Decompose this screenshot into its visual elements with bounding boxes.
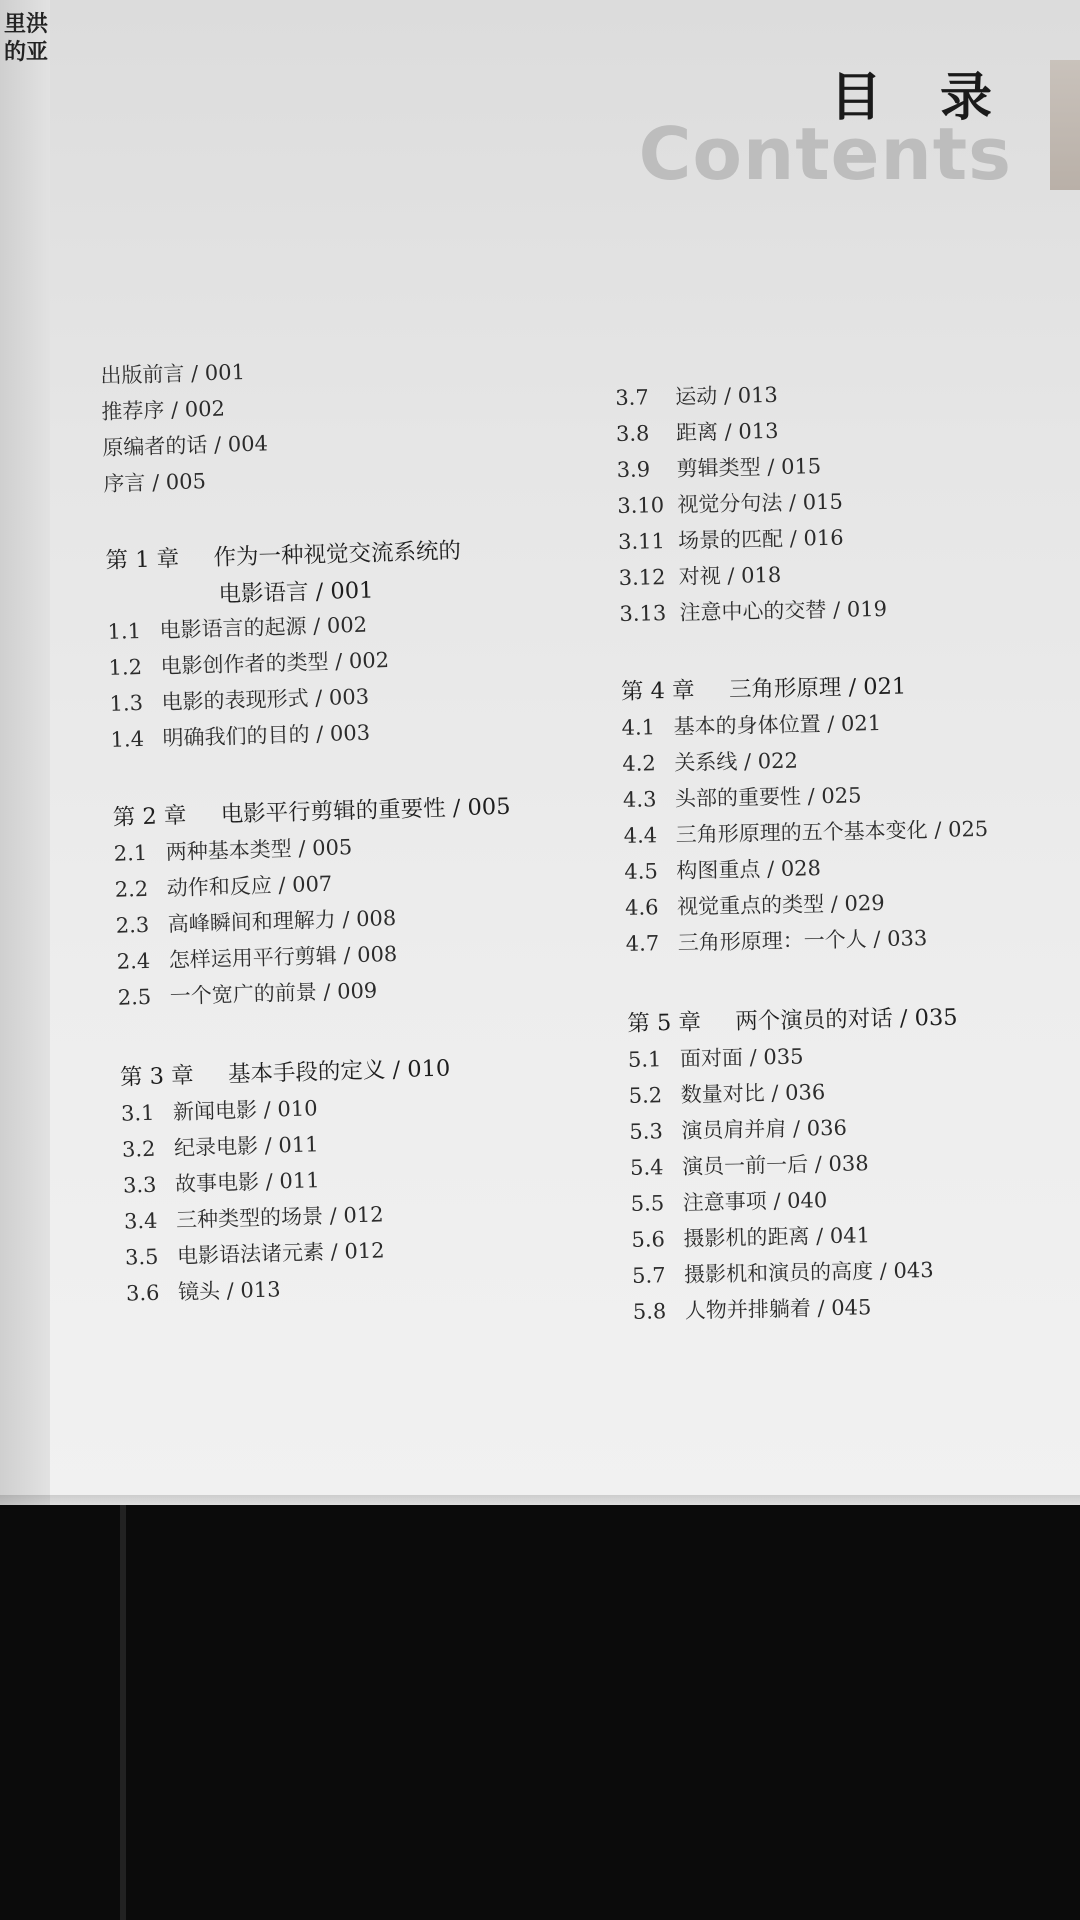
toc-entry: 出版前言 / 001: [100, 359, 246, 388]
section-text: 明确我们的目的 / 003: [162, 720, 371, 751]
section-text: 一个宽广的前景 / 009: [169, 978, 378, 1009]
section-text: 故事电影 / 011: [174, 1168, 320, 1197]
section-number: 4.1: [621, 715, 656, 740]
toc-entry: 推荐序 / 002: [101, 396, 226, 424]
toc-section: [618, 559, 781, 592]
toc-section: [108, 644, 389, 682]
section-number: 2.2: [114, 876, 149, 902]
section-number: 5.1: [627, 1047, 662, 1072]
section-number: 3.13: [619, 601, 667, 626]
section-text: 基本的身体位置 / 021: [673, 710, 882, 739]
section-text: 距离 / 013: [675, 418, 779, 445]
chapter-title: 作为一种视觉交流系统的: [213, 538, 462, 571]
chapter-heading: [621, 668, 907, 705]
section-text: 场景的匹配 / 016: [677, 525, 844, 553]
toc-section: [121, 1092, 318, 1127]
section-number: 4.2: [622, 751, 656, 776]
section-number: 5.8: [632, 1299, 667, 1324]
section-text: 三角形原理：一个人 / 033: [677, 926, 928, 955]
section-number: 3.9: [616, 457, 651, 482]
toc-section: [109, 681, 369, 718]
section-number: 4.6: [624, 895, 659, 920]
toc-entry: 序言 / 005: [103, 469, 207, 496]
section-text: 三角形原理的五个基本变化 / 025: [675, 816, 989, 847]
chapter-title: 两个演员的对话 / 035: [735, 1004, 958, 1035]
section-number: 5.4: [629, 1155, 664, 1180]
section-number: 3.4: [123, 1208, 158, 1234]
section-text: 视觉重点的类型 / 029: [676, 890, 885, 919]
toc-section: [122, 1128, 319, 1163]
section-number: 2.3: [115, 912, 150, 938]
chapter-title: 基本手段的定义 / 010: [227, 1055, 451, 1088]
section-number: 4.4: [623, 823, 658, 848]
section-number: 3.6: [125, 1280, 160, 1306]
section-number: 1.2: [108, 654, 143, 680]
section-number: 3.10: [617, 493, 665, 518]
section-number: 1.1: [107, 618, 142, 644]
section-number: 2.1: [113, 840, 148, 866]
toc-section: [628, 1076, 825, 1110]
fragment-line: 里洪: [4, 11, 49, 37]
toc-section: [617, 486, 843, 520]
section-text: 数量对比 / 036: [680, 1080, 826, 1107]
toc-section: [625, 887, 885, 922]
toc-section: [623, 779, 862, 814]
toc-section: [616, 450, 821, 484]
chapter-title: 电影平行剪辑的重要性 / 005: [220, 793, 511, 828]
chapter-number: 第 3 章: [119, 1062, 195, 1091]
section-number: 2.5: [117, 984, 152, 1010]
section-text: 面对面 / 035: [679, 1044, 804, 1071]
page-title-english: Contents: [638, 112, 1012, 196]
toc-section: [629, 1112, 847, 1146]
toc-section: [107, 609, 367, 646]
toc-section: [615, 379, 778, 412]
chapter-number: 第 1 章: [105, 545, 180, 574]
section-text: 视觉分句法 / 015: [677, 489, 844, 517]
chapter-number: 第 5 章: [627, 1009, 702, 1037]
chapter-number: 第 2 章: [112, 802, 187, 831]
toc-section: [630, 1147, 869, 1182]
section-text: 关系线 / 022: [674, 748, 799, 775]
chapter-heading: [112, 789, 511, 832]
toc-section: [633, 1291, 872, 1326]
toc-section: [113, 831, 352, 868]
section-text: 人物并排躺着 / 045: [684, 1295, 872, 1323]
section-number: 5.3: [629, 1119, 664, 1144]
toc-section: [125, 1234, 385, 1271]
chapter-title: 三角形原理 / 021: [728, 673, 907, 703]
toc-section: [631, 1219, 870, 1254]
toc-section: [110, 717, 370, 754]
page-shadow: [0, 1495, 1080, 1515]
section-number: 3.8: [615, 421, 650, 446]
section-text: 摄影机和演员的高度 / 043: [683, 1258, 934, 1287]
previous-page-edge: [0, 0, 50, 1505]
section-number: 4.7: [625, 931, 660, 956]
toc-section: [126, 1273, 281, 1307]
section-text: 摄影机的距离 / 041: [683, 1223, 871, 1251]
section-number: 3.2: [121, 1136, 156, 1162]
toc-section: [124, 1198, 384, 1235]
toc-section: [117, 975, 377, 1012]
toc-section: [114, 868, 332, 904]
section-text: 电影语法诸元素 / 012: [176, 1238, 385, 1269]
section-text: 纪录电影 / 011: [173, 1132, 319, 1161]
background-edge: [120, 1505, 126, 1920]
toc-section: [616, 415, 779, 448]
section-text: 动作和反应 / 007: [166, 871, 333, 901]
toc-section: [625, 922, 927, 958]
section-text: 注意中心的交替 / 019: [679, 596, 888, 625]
section-number: 3.1: [120, 1100, 155, 1126]
section-number: 3.3: [122, 1172, 157, 1198]
previous-page-fragment: [4, 10, 48, 66]
toc-section: [618, 522, 844, 556]
section-text: 剪辑类型 / 015: [676, 454, 822, 481]
section-text: 两种基本类型 / 005: [165, 835, 353, 865]
section-number: 5.7: [631, 1263, 666, 1288]
chapter-heading: [627, 1000, 958, 1038]
section-text: 运动 / 013: [675, 382, 779, 409]
section-number: 2.4: [116, 948, 151, 974]
chapter-title-continued: 电影语言 / 001: [218, 577, 374, 608]
section-number: 3.5: [124, 1244, 159, 1270]
section-number: 5.2: [628, 1083, 663, 1108]
section-number: 5.6: [631, 1227, 666, 1252]
section-text: 电影语言的起源 / 002: [159, 612, 368, 643]
fragment-line: 的亚: [4, 39, 49, 65]
toc-section: [632, 1254, 934, 1290]
section-number: 3.12: [618, 565, 666, 590]
section-text: 电影创作者的类型 / 002: [160, 648, 390, 679]
page-edge-tab: [1050, 60, 1080, 190]
section-text: 三种类型的场景 / 012: [175, 1202, 384, 1233]
section-number: 4.3: [622, 787, 657, 812]
section-text: 演员一前一后 / 038: [681, 1151, 869, 1179]
section-text: 新闻电影 / 010: [172, 1096, 318, 1125]
section-text: 电影的表现形式 / 003: [161, 684, 370, 715]
section-text: 头部的重要性 / 025: [674, 783, 862, 811]
section-text: 高峰瞬间和理解力 / 008: [167, 905, 397, 937]
toc-section: [628, 1041, 804, 1074]
toc-section: [622, 745, 798, 778]
section-text: 对视 / 018: [678, 562, 782, 589]
section-number: 1.4: [110, 726, 145, 752]
section-number: 3.7: [615, 385, 649, 410]
section-text: 镜头 / 013: [177, 1277, 281, 1305]
toc-section: [116, 938, 397, 976]
toc-section: [624, 852, 821, 886]
chapter-heading: [120, 1051, 451, 1092]
section-text: 构图重点 / 028: [676, 856, 822, 883]
toc-section: [630, 1184, 827, 1218]
page-title: 目 录: [829, 67, 1012, 128]
chapter-heading: [105, 533, 461, 575]
toc-section: [621, 707, 881, 742]
toc-section: [619, 593, 887, 628]
chapter-number: 第 4 章: [620, 677, 695, 705]
section-text: 演员肩并肩 / 036: [681, 1115, 848, 1143]
toc-section: [115, 902, 396, 940]
toc-section: [123, 1164, 320, 1199]
section-number: 4.5: [624, 859, 659, 884]
section-number: 3.11: [617, 529, 666, 554]
section-number: 5.5: [630, 1191, 665, 1216]
section-text: 注意事项 / 040: [682, 1188, 828, 1215]
toc-entry: 原编者的话 / 004: [102, 431, 269, 460]
section-text: 怎样运用平行剪辑 / 008: [168, 941, 398, 973]
section-number: 1.3: [109, 690, 144, 716]
toc-section: [623, 813, 988, 850]
